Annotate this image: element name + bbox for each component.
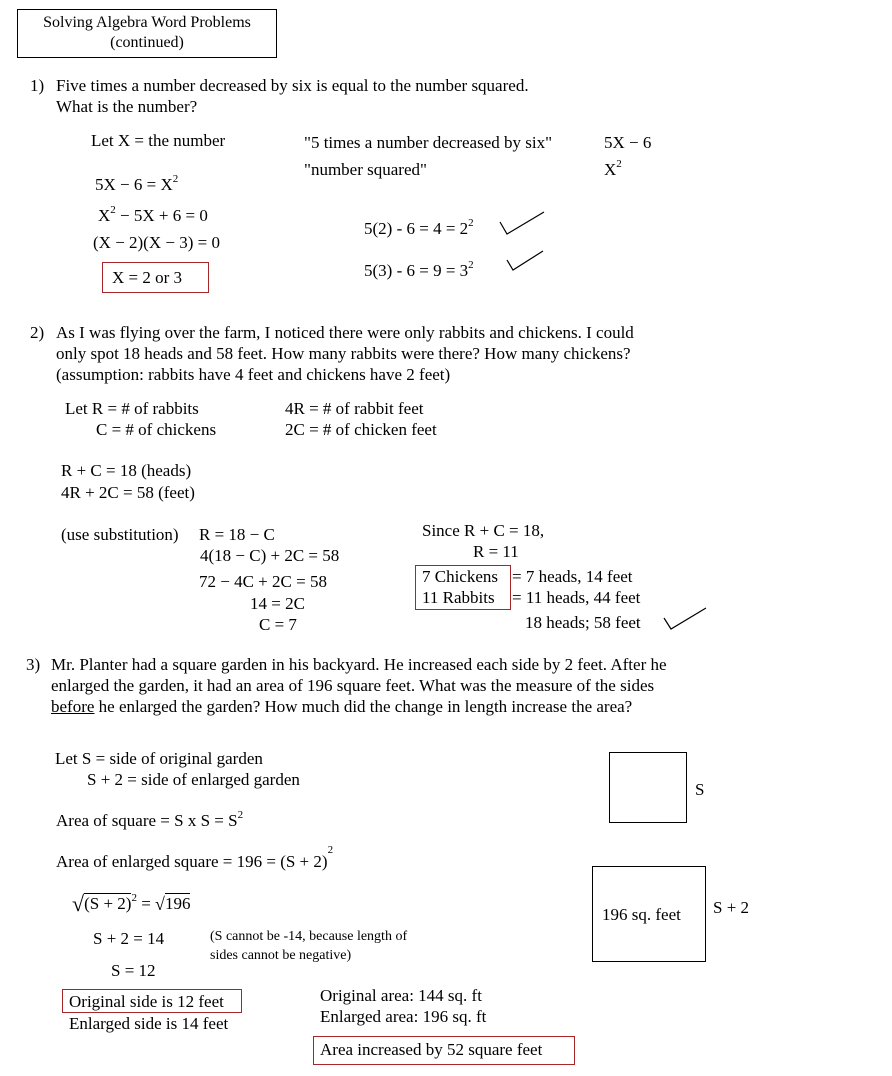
problem3-number: 3) [26,655,41,674]
checkmark-icon [505,248,545,274]
problem1-check1: $5(2) - 6 = 4 = 2^2$ [364,217,474,238]
problem2-sub-step1: R = 18 − C [199,525,275,544]
problem2-question-line3: (assumption: rabbits have 4 feet and chickens have 2 feet) [56,365,451,384]
problem2-total: 18 heads; 58 feet [525,613,641,632]
problem1-check2: $5(3) - 6 = 9 = 3^2$ [364,259,474,280]
problem2-let2: C = # of chickens [96,420,217,439]
original-garden-square [609,752,687,823]
problem2-substitution-label: (use substitution) [61,525,179,544]
problem2-let1: Let R = # of rabbits [65,399,199,418]
enlarged-square-label: S + 2 [713,898,750,917]
problem2-question-line2: only spot 18 heads and 58 feet. How many rabbits were there? How many chickens? [56,344,631,363]
problem2-sub-step3: 72 − 4C + 2C = 58 [199,572,327,591]
problem2-def2: 2C = # of chicken feet [285,420,437,439]
problem2-r-value: R = 11 [473,542,519,561]
problem1-answer: X = 2 or 3 [112,268,183,287]
title-box [17,9,277,58]
title-line1: Solving Algebra Word Problems [43,14,251,31]
original-square-label: S [695,780,705,799]
problem3-enlarged-side: Enlarged side is 14 feet [69,1014,229,1033]
problem3-question-line3: before he enlarged the garden? How much did the change in length increase the area? [51,697,633,716]
problem1-let: Let X = the number [91,131,226,150]
problem3-enlarged-area: Area of enlarged square = $196 = (S + 2)^2$ [56,844,334,871]
title-line2: (continued) [110,34,184,51]
problem1-expr2: $X^2$ [604,158,622,179]
problem1-number: 1) [30,76,45,95]
problem3-note-line1: (S cannot be -14, because length of [210,929,408,944]
problem2-since: Since R + C = 18, [422,521,545,540]
problem3-let1: Let S = side of original garden [55,749,263,768]
checkmark-icon [498,208,548,238]
problem2-number: 2) [30,323,45,342]
problem2-sub-step2: 4(18 − C) + 2C = 58 [200,546,340,565]
problem1-equation2: $X^2 - 5X + 6 = 0$ [98,204,208,225]
problem2-rabbits: 11 Rabbits [422,588,495,607]
enlarged-square-inner-label: 196 sq. feet [602,905,681,924]
problem3-original-side: Original side is 12 feet [69,992,224,1011]
problem2-sub-step4: 14 = 2C [250,594,305,613]
problem1-equation3: (X − 2)(X − 3) = 0 [93,233,220,252]
problem3-equation-s-plus-2: S + 2 = 14 [93,929,165,948]
problem1-question-line1: Five times a number decreased by six is equal to the number squared. [56,76,529,95]
problem3-question-line2: enlarged the garden, it had an area of 196 square feet. What was the measure of the sides [51,676,655,695]
problem3-equation-s: S = 12 [111,961,156,980]
problem3-area-formula: Area of square = S x $S = S^2$ [56,809,244,830]
problem3-let2: S + 2 = side of enlarged garden [87,770,300,789]
problem2-rabbits-detail: = 11 heads, 44 feet [512,588,641,607]
checkmark-icon [662,606,708,632]
problem2-equation1: R + C = 18 (heads) [61,461,192,480]
problem1-question-line2: What is the number? [56,97,198,116]
problem2-def1: 4R = # of rabbit feet [285,399,424,418]
problem3-area-increase: Area increased by 52 square feet [320,1040,543,1059]
problem3-question-line1: Mr. Planter had a square garden in his backyard. He increased each side by 2 feet. After he [51,655,667,674]
sqrt-icon: √ [72,891,85,916]
problem1-phrase2: "number squared" [304,160,427,179]
problem2-sub-step5: C = 7 [259,615,297,634]
problem2-question-line1: As I was flying over the farm, I noticed there were only rabbits and chickens. I could [56,323,634,342]
problem1-phrase1: "5 times a number decreased by six" [304,133,553,152]
problem1-expr1: 5X − 6 [604,133,652,152]
problem3-original-area: Original area: 144 sq. ft [320,986,482,1005]
problem3-sqrt-equation: $√(S + 2)^2 = √196$ [72,891,191,916]
sqrt-icon: √ [155,894,165,914]
problem2-chickens-detail: = 7 heads, 14 feet [512,567,633,586]
problem1-equation1: $5X - 6 = X^2$ [95,173,179,194]
problem3-enlarged-area-value: Enlarged area: 196 sq. ft [320,1007,487,1026]
problem3-note-line2: sides cannot be negative) [210,948,352,963]
problem2-chickens: 7 Chickens [422,567,499,586]
problem2-equation2: 4R + 2C = 58 (feet) [61,483,195,502]
